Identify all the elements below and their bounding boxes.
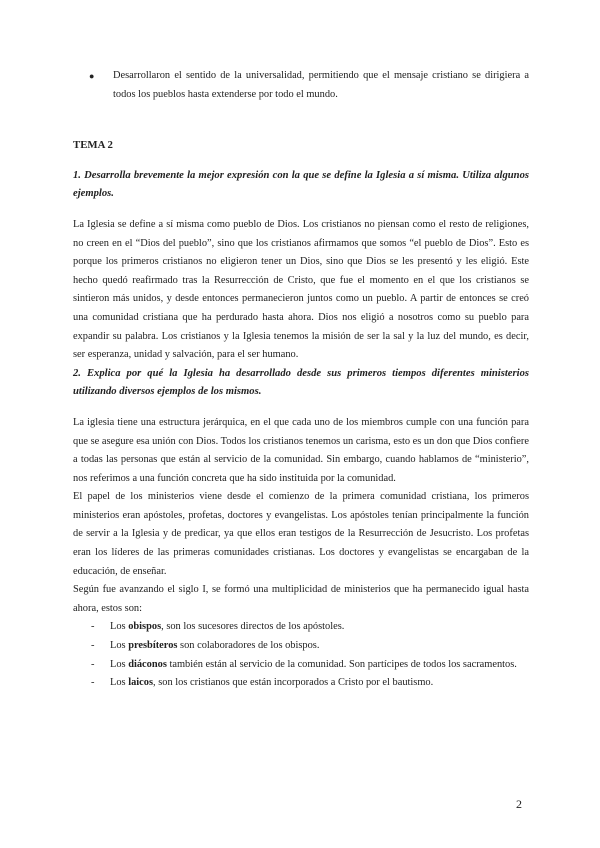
question-2: 2. Explica por qué la Iglesia ha desarrollado desde sus primeros tiempos diferentes ministerios utilizando diversos ejemplos de los mismos. [73,367,529,398]
dash-icon: - [91,658,95,670]
ministries-list [73,618,529,692]
dash-icon: - [91,677,95,689]
bullet-intro [73,67,529,104]
answer-2-paragraph-2: El papel de los ministerios viene desde el comienzo de la primera comunidad cristiana, los primeros ministerios eran apóstoles, profetas, doctores y evangelistas. Los apóstoles tenían principalmente la función de servir a la Iglesia y de predicar, ya que ellos eran testigos de la Resurrección de Jesucristo. Los profetas eran los líderes de las primeras comunidades cristianas. Los doctores y evangelistas se encargaban de la educación, de enseñar. [73,491,529,577]
list-item-rest: también están al servicio de la comunidad. Son partícipes de todos los sacramentos. [166,658,517,670]
list-item-term: presbíteros [128,640,178,652]
list-item [73,618,529,637]
dash-icon: - [91,640,95,652]
answer-2-paragraph-3: Según fue avanzando el siglo I, se formó una multiplicidad de ministerios que ha permanecido igual hasta ahora, estos son: [73,584,529,614]
list-item-prefix: Los [110,621,129,633]
tema-heading: TEMA 2 [73,139,113,152]
page-content [73,67,529,693]
answer-2-paragraph-1: La iglesia tiene una estructura jerárquica, en el que cada uno de los miembros cumple con una función para que se asegure esa unión con Dios. Todos los cristianos tenemos un carisma, esto es un don que Dios confiere a todas las personas que están al servicio de la comunidad. Sin embargo, cuando hablamos de “ministerio”, nos referimos a una función concreta que ha sido instituida por la comunidad. [73,416,529,484]
bullet-dot-icon: ● [89,71,95,81]
list-item-term: diáconos [128,658,167,670]
list-item-prefix: Los [110,677,129,689]
list-item [73,637,529,656]
page-number: 2 [516,797,522,811]
list-item-rest: , son los cristianos que están incorporados a Cristo por el bautismo. [153,677,434,689]
question-1: 1. Desarrolla brevemente la mejor expresión con la que se define la Iglesia a sí misma. Utiliza algunos ejemplos. [73,169,529,200]
list-item-prefix: Los [110,640,129,652]
list-item-term: obispos [128,621,162,633]
list-item-rest: son colaboradores de los obispos. [177,640,320,652]
list-item-prefix: Los [110,658,129,670]
list-item [73,656,529,675]
dash-icon: - [91,621,95,633]
list-item [73,674,529,693]
list-item-term: laicos [128,677,154,689]
answer-1: La Iglesia se define a sí misma como pueblo de Dios. Los cristianos no piensan como el resto de religiones, no creen en el “Dios del pueblo”, sino que los cristianos afirmamos que somos “el pueblo de Dios”. Esto es porque los primeros cristianos no eligieron tener un Dios, sino que Dios se les presentó y les eligió. Este hecho quedó reafirmado tras la Resurrección de Cristo, que fue el momento en el que los cristianos se sintieron más unidos, y desde entonces permanecieron juntos como un pueblo. A partir de entonces se creó una comunidad cristiana que ha perdurado hasta ahora. Dios nos eligió a nosotros como su pueblo para expandir su palabra. Los cristianos y la Iglesia tenemos la misión de ser la sal y la luz del mundo, es decir, ser esperanza, unidad y salvación, para el ser humano. [73,218,529,361]
bullet-intro-text: Desarrollaron el sentido de la universalidad, permitiendo que el mensaje cristiano se dirigiera a todos los pueblos hasta extenderse por todo el mundo. [113,70,529,100]
list-item-rest: , son los sucesores directos de los apóstoles. [161,621,345,633]
